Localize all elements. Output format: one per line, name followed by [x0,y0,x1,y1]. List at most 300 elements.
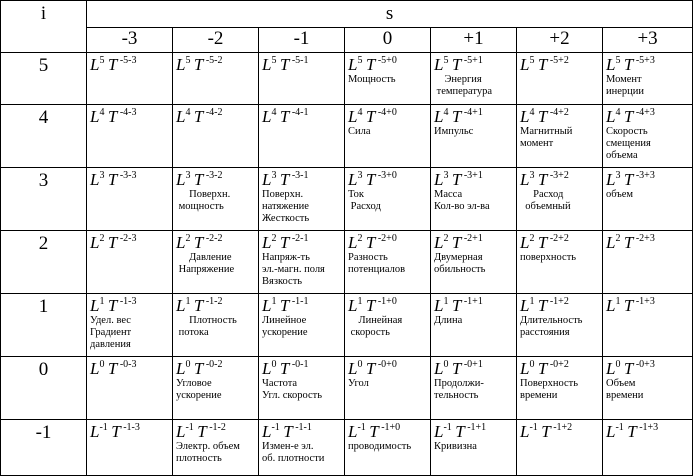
lt-formula [176,105,258,126]
lt-formula [90,168,172,189]
length-exponent: 4 [185,107,191,118]
lt-formula [606,105,692,126]
length-symbol: L [606,422,616,441]
lt-formula [520,105,602,126]
dimension-cell [173,105,259,168]
length-exponent: 1 [357,296,363,307]
lt-formula [176,357,258,378]
length-symbol: L [434,359,444,378]
length-exponent: 3 [357,170,363,181]
dimension-cell [259,420,345,476]
dimension-cell [173,294,259,357]
i-value-cell: 0 [1,357,87,420]
lt-formula [348,294,430,315]
quantity-label: Угловое ускорение [176,378,222,401]
i-value-cell: 1 [1,294,87,357]
dimension-cell [345,231,431,294]
time-exponent: -1+2 [547,296,569,307]
lt-formula [176,231,258,252]
lt-formula [606,294,692,315]
time-symbol: T [193,107,204,126]
time-exponent: -1+1 [464,422,487,433]
table-row [1,168,693,231]
length-exponent: 2 [185,233,191,244]
length-symbol: L [520,107,530,126]
length-exponent: 0 [99,359,105,370]
lt-formula [348,105,430,126]
time-symbol: T [623,170,634,189]
quantity-label: Частота Угл. скорость [262,378,323,401]
time-symbol: T [279,170,290,189]
length-exponent: -1 [615,422,624,433]
length-exponent: 0 [529,359,535,370]
quantity-label: Расход объемный [525,189,571,212]
time-symbol: T [107,107,118,126]
time-symbol: T [537,233,548,252]
length-exponent: 3 [529,170,535,181]
dimension-cell [87,53,173,105]
dimension-cell [345,357,431,420]
length-exponent: 2 [271,233,277,244]
lt-formula [348,420,430,441]
length-symbol: L [176,107,186,126]
length-exponent: 5 [271,55,277,66]
lt-formula [520,168,602,189]
time-exponent: -2-1 [289,233,309,244]
length-symbol: L [606,233,616,252]
table-row [1,420,693,476]
dimension-cell [345,294,431,357]
dimension-cell [603,420,693,476]
time-exponent: -2+1 [461,233,483,244]
length-exponent: 5 [615,55,621,66]
length-symbol: L [520,296,530,315]
lt-formula [262,231,344,252]
quantity-label: Продолжи- тельность [434,378,484,401]
dimension-cell [259,53,345,105]
dimension-cell [431,294,517,357]
time-exponent: -4-3 [117,107,137,118]
table-row [1,231,693,294]
quantity-label: Линейное ускорение [262,315,308,338]
dimension-cell [259,357,345,420]
dimension-cell [259,105,345,168]
time-symbol: T [107,55,118,74]
length-symbol: L [434,55,444,74]
time-symbol: T [365,359,376,378]
time-exponent: -1-3 [120,422,140,433]
lt-formula [434,294,516,315]
time-exponent: -5+3 [633,55,655,66]
time-symbol: T [365,170,376,189]
length-symbol: L [176,233,186,252]
length-symbol: L [348,233,358,252]
quantity-label: Разность потенциалов [348,252,406,275]
lt-formula [520,420,602,441]
quantity-label: Поверхность времени [520,378,579,401]
length-symbol: L [262,359,272,378]
length-symbol: L [262,296,272,315]
time-symbol: T [193,55,204,74]
dimension-cell [345,105,431,168]
lt-formula [520,357,602,378]
length-symbol: L [176,296,186,315]
table-row [1,294,693,357]
length-symbol: L [176,422,186,441]
lt-formula [176,420,258,441]
length-exponent: 1 [185,296,191,307]
time-symbol: T [451,55,462,74]
quantity-label: Мощность [348,74,396,85]
i-value-cell: 3 [1,168,87,231]
dimension-cell [87,105,173,168]
dimension-cell [87,231,173,294]
time-exponent: -1+2 [550,422,573,433]
time-exponent: -3-2 [203,170,223,181]
dimension-cell [431,357,517,420]
time-symbol: T [451,107,462,126]
length-exponent: 4 [99,107,105,118]
quantity-label: Давление Напряжение [178,252,235,275]
s-value-header: +3 [603,28,693,53]
quantity-label: Момент инерции [606,74,645,97]
quantity-label: Электр. объем плотность [176,441,240,464]
length-exponent: 1 [271,296,277,307]
i-value-cell: 5 [1,53,87,105]
quantity-label: проводимость [348,441,412,452]
lt-formula [90,105,172,126]
length-symbol: L [348,296,358,315]
time-exponent: -2-2 [203,233,223,244]
length-exponent: 1 [615,296,621,307]
length-symbol: L [90,170,100,189]
lt-formula [606,357,692,378]
quantity-label: Длина [434,315,463,326]
time-exponent: -0-1 [289,359,309,370]
length-exponent: -1 [357,422,366,433]
quantity-label: Объем времени [606,378,644,401]
length-symbol: L [90,107,100,126]
lt-formula [606,168,692,189]
lt-formula [606,53,692,74]
length-symbol: L [520,170,530,189]
lt-formula [262,420,344,441]
time-symbol: T [537,170,548,189]
length-exponent: -1 [443,422,452,433]
time-symbol: T [623,107,634,126]
quantity-label: Длительность расстояния [520,315,583,338]
time-symbol: T [451,359,462,378]
length-symbol: L [348,55,358,74]
quantity-label: Кривизна [434,441,477,452]
time-symbol: T [193,233,204,252]
length-symbol: L [606,170,616,189]
time-exponent: -1-1 [292,422,312,433]
s-value-header: -1 [259,28,345,53]
time-symbol: T [451,296,462,315]
dimension-cell [345,168,431,231]
length-exponent: 4 [615,107,621,118]
time-exponent: -0+2 [547,359,569,370]
time-exponent: -1-3 [117,296,137,307]
length-exponent: 2 [529,233,535,244]
lt-formula [348,168,430,189]
i-value-cell: 4 [1,105,87,168]
length-exponent: -1 [271,422,280,433]
length-symbol: L [606,55,616,74]
length-exponent: 2 [357,233,363,244]
dimension-cell [431,105,517,168]
length-exponent: 0 [357,359,363,370]
quantity-label: Энергия температура [436,74,493,97]
time-symbol: T [193,170,204,189]
time-exponent: -3-3 [117,170,137,181]
dimension-cell [603,294,693,357]
time-exponent: -3+1 [461,170,483,181]
quantity-label: Измен-е эл. об. плотности [262,441,325,464]
length-exponent: 2 [615,233,621,244]
length-symbol: L [434,170,444,189]
time-exponent: -4+0 [375,107,397,118]
time-exponent: -5-2 [203,55,223,66]
time-exponent: -2+0 [375,233,397,244]
quantity-label: поверхность [520,252,577,263]
lt-formula [262,357,344,378]
length-exponent: 5 [99,55,105,66]
length-exponent: 3 [271,170,277,181]
time-symbol: T [197,422,207,441]
length-symbol: L [434,422,444,441]
dimension-cell [259,168,345,231]
dimension-cell [517,420,603,476]
quantity-label: Поверхн. мощность [178,189,231,212]
lt-formula [176,294,258,315]
lt-formula [434,53,516,74]
dimension-cell [87,168,173,231]
time-symbol: T [107,170,118,189]
length-symbol: L [434,296,444,315]
time-exponent: -3-1 [289,170,309,181]
length-symbol: L [348,170,358,189]
time-exponent: -5+0 [375,55,397,66]
dimension-cell [87,294,173,357]
dimension-cell [517,357,603,420]
length-exponent: 3 [443,170,449,181]
dimension-cell [173,168,259,231]
length-symbol: L [348,422,358,441]
quantity-label: Ток Расход [348,189,381,212]
dimension-cell [87,420,173,476]
length-exponent: -1 [99,422,108,433]
dimension-cell [345,53,431,105]
length-exponent: -1 [185,422,194,433]
dimension-cell [173,357,259,420]
time-exponent: -0+3 [633,359,655,370]
time-exponent: -2+2 [547,233,569,244]
quantity-label: Скорость смещения объема [606,126,651,161]
time-exponent: -1+3 [633,296,655,307]
lt-formula [348,53,430,74]
time-symbol: T [369,422,379,441]
lt-formula [434,168,516,189]
length-exponent: 0 [615,359,621,370]
time-symbol: T [279,296,290,315]
length-exponent: 4 [271,107,277,118]
dimension-cell [173,231,259,294]
time-exponent: -3+2 [547,170,569,181]
time-symbol: T [623,233,634,252]
length-symbol: L [262,170,272,189]
length-symbol: L [606,296,616,315]
time-exponent: -1+3 [636,422,659,433]
time-symbol: T [365,55,376,74]
time-exponent: -5-1 [289,55,309,66]
time-symbol: T [537,55,548,74]
time-symbol: T [537,359,548,378]
time-symbol: T [623,55,634,74]
quantity-label: Напряж-ть эл.-магн. поля Вязкость [262,252,325,287]
lt-formula [434,420,516,441]
length-exponent: 5 [443,55,449,66]
time-symbol: T [451,170,462,189]
time-exponent: -1-1 [289,296,309,307]
length-symbol: L [90,296,100,315]
length-symbol: L [434,233,444,252]
length-exponent: 0 [443,359,449,370]
lt-formula [520,53,602,74]
dimension-cell [517,294,603,357]
length-exponent: 2 [99,233,105,244]
lt-formula [90,231,172,252]
lt-formula [262,168,344,189]
lt-formula [90,294,172,315]
time-exponent: -3+0 [375,170,397,181]
time-exponent: -2+3 [633,233,655,244]
dimension-cell [603,168,693,231]
length-symbol: L [262,55,272,74]
length-symbol: L [90,233,100,252]
length-symbol: L [90,422,100,441]
time-exponent: -5+2 [547,55,569,66]
time-symbol: T [279,107,290,126]
lt-formula [348,357,430,378]
time-symbol: T [365,296,376,315]
length-symbol: L [606,107,616,126]
length-symbol: L [606,359,616,378]
time-exponent: -5-3 [117,55,137,66]
length-symbol: L [262,107,272,126]
length-exponent: 4 [529,107,535,118]
dimension-cell [259,294,345,357]
time-exponent: -1+0 [378,422,401,433]
time-exponent: -3+3 [633,170,655,181]
length-symbol: L [262,233,272,252]
quantity-label: Угол [348,378,369,389]
quantity-label: Удел. вес Градиент давления [90,315,132,350]
dimension-cell [173,420,259,476]
length-symbol: L [176,359,186,378]
time-symbol: T [541,422,551,441]
quantity-label: Магнитный момент [520,126,573,149]
lt-formula [434,357,516,378]
time-symbol: T [451,233,462,252]
lt-formula [348,231,430,252]
length-symbol: L [90,55,100,74]
dimension-cell [431,231,517,294]
length-symbol: L [520,359,530,378]
i-value-cell: 2 [1,231,87,294]
lt-formula [262,105,344,126]
time-exponent: -2-3 [117,233,137,244]
length-symbol: L [520,233,530,252]
time-symbol: T [193,359,204,378]
time-symbol: T [623,296,634,315]
time-symbol: T [279,55,290,74]
dimension-cell [431,53,517,105]
length-symbol: L [176,55,186,74]
time-symbol: T [627,422,637,441]
i-value-cell: -1 [1,420,87,476]
dimension-cell [603,357,693,420]
time-exponent: -0-2 [203,359,223,370]
length-exponent: 4 [443,107,449,118]
length-exponent: 3 [615,170,621,181]
dimension-cell [259,231,345,294]
length-exponent: 5 [185,55,191,66]
time-symbol: T [365,233,376,252]
dimension-cell [87,357,173,420]
length-symbol: L [520,422,530,441]
length-symbol: L [90,359,100,378]
dimension-cell [603,105,693,168]
lt-formula [90,53,172,74]
time-symbol: T [107,233,118,252]
lt-formula [262,294,344,315]
dimension-cell [345,420,431,476]
s-value-header: -3 [87,28,173,53]
quantity-label: Линейная скорость [350,315,403,338]
length-exponent: 4 [357,107,363,118]
time-exponent: -4+1 [461,107,483,118]
dimension-cell [517,53,603,105]
length-exponent: 1 [443,296,449,307]
quantity-label: объем [606,189,634,200]
dimension-cell [173,53,259,105]
length-symbol: L [262,422,272,441]
lt-formula [434,105,516,126]
length-exponent: 1 [99,296,105,307]
header-i-label: i [1,1,87,53]
length-exponent: 0 [271,359,277,370]
quantity-label: Масса Кол-во эл-ва [434,189,490,212]
lt-formula [606,420,692,441]
time-symbol: T [279,233,290,252]
length-exponent: 2 [443,233,449,244]
time-exponent: -4+3 [633,107,655,118]
dimension-cell [431,420,517,476]
length-exponent: 5 [357,55,363,66]
time-symbol: T [279,359,290,378]
length-exponent: 0 [185,359,191,370]
dimension-cell [517,168,603,231]
s-value-header: -2 [173,28,259,53]
dimension-cell [517,231,603,294]
time-symbol: T [623,359,634,378]
time-exponent: -1+1 [461,296,483,307]
time-exponent: -5+1 [461,55,483,66]
time-exponent: -0+1 [461,359,483,370]
time-symbol: T [107,296,118,315]
